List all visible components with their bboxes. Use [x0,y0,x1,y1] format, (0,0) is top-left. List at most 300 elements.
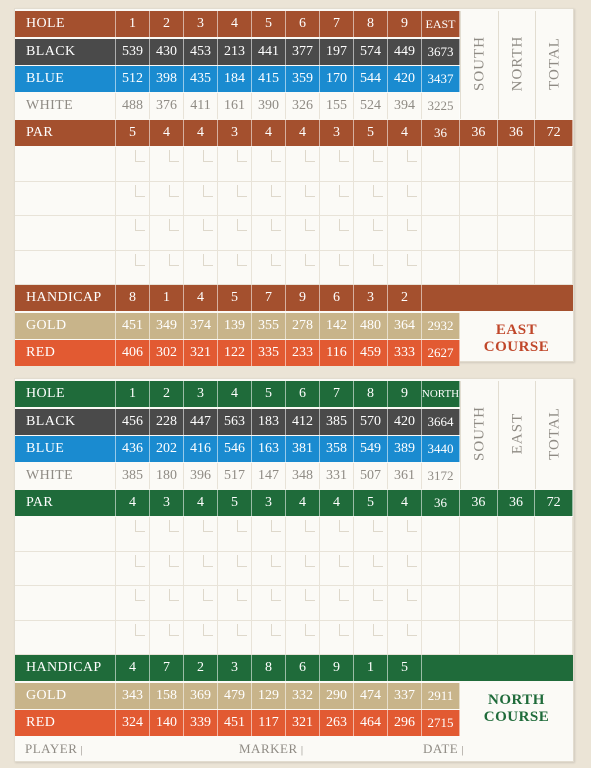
east-score-cell[interactable] [15,251,116,286]
east-hole-hole-5: 5 [252,11,286,37]
east-red-total: 2627 [422,340,460,366]
north-blue-hole-4: 546 [218,436,252,462]
north-red-hole-4: 451 [218,710,252,736]
north-score-box [135,520,145,532]
north-par-hole-7: 4 [320,490,354,516]
east-blue-hole-5: 415 [252,66,286,92]
east-score-cell[interactable] [320,251,354,286]
east-score-cell[interactable] [150,216,184,251]
east-handicap-hole-5: 7 [252,285,286,311]
north-score-box [169,589,179,601]
north-score-cell[interactable] [498,517,536,552]
east-score-cell[interactable] [15,182,116,217]
north-score-cell[interactable] [252,517,286,552]
east-red-hole-7: 116 [320,340,354,366]
east-score-cell[interactable] [354,251,388,286]
north-score-box [339,520,349,532]
north-score-cell[interactable] [354,586,388,621]
north-score-cell[interactable] [354,621,388,656]
north-white-hole-6: 348 [286,463,320,489]
east-par-hole-6: 4 [286,120,320,146]
east-side-label-2: NORTH [509,35,525,92]
north-score-cell[interactable] [286,621,320,656]
north-white-total: 3172 [422,463,460,489]
east-side-label-3: TOTAL [546,37,563,90]
east-score-box [237,185,247,197]
east-gold-row [15,313,460,339]
north-score-cell[interactable] [460,517,498,552]
north-score-box [407,555,417,567]
north-blue-total: 3440 [422,436,460,462]
north-par-label: PAR [15,490,116,516]
east-white-hole-9: 394 [388,93,422,119]
east-score-cell[interactable] [252,147,286,182]
east-red-hole-4: 122 [218,340,252,366]
north-score-box [169,520,179,532]
north-handicap-label: HANDICAP [15,655,116,681]
footer-player-separator: | [77,744,84,756]
east-score-cell[interactable] [320,147,354,182]
north-black-row [15,409,460,435]
north-course-name-line2: COURSE [483,709,550,725]
east-score-cell[interactable] [422,147,460,182]
north-score-cell[interactable] [388,517,422,552]
north-score-cell[interactable] [388,552,422,587]
east-score-cell[interactable] [218,147,252,182]
east-par-extra-3: 72 [535,120,573,146]
north-score-cell[interactable] [422,586,460,621]
north-gold-hole-8: 474 [354,683,388,709]
north-gold-row [15,683,460,709]
east-handicap-label: HANDICAP [15,285,116,311]
north-handicap-hole-6: 6 [286,655,320,681]
north-score-cell[interactable] [460,586,498,621]
east-score-cell[interactable] [252,251,286,286]
east-score-box [339,150,349,162]
east-score-cell[interactable] [218,216,252,251]
east-par-hole-8: 5 [354,120,388,146]
north-score-cell[interactable] [116,517,150,552]
north-score-cell[interactable] [535,517,573,552]
east-hole-hole-2: 2 [150,11,184,37]
north-score-cell[interactable] [218,621,252,656]
east-score-cell[interactable] [320,182,354,217]
north-handicap-hole-1: 4 [116,655,150,681]
north-red-row [15,710,460,736]
east-blue-hole-2: 398 [150,66,184,92]
east-score-cell[interactable] [388,182,422,217]
north-score-cell[interactable] [150,621,184,656]
east-hole-hole-4: 4 [218,11,252,37]
east-white-hole-8: 524 [354,93,388,119]
north-blue-hole-1: 436 [116,436,150,462]
east-score-box [271,219,281,231]
north-score-cell[interactable] [320,586,354,621]
east-blue-hole-3: 435 [184,66,218,92]
north-score-box [407,520,417,532]
north-score-cell[interactable] [498,586,536,621]
north-score-cell[interactable] [320,552,354,587]
east-side-col-3 [535,11,573,119]
east-score-cell[interactable] [460,147,498,182]
north-red-label: RED [15,710,116,736]
north-blue-hole-2: 202 [150,436,184,462]
east-score-cell[interactable] [422,251,460,286]
north-score-cell[interactable] [218,586,252,621]
north-white-hole-9: 361 [388,463,422,489]
east-black-label: BLACK [15,39,116,65]
north-white-label: WHITE [15,463,116,489]
north-red-hole-3: 339 [184,710,218,736]
east-score-cell[interactable] [150,251,184,286]
north-gold-total: 2911 [422,683,460,709]
east-score-cell[interactable] [498,147,536,182]
north-black-hole-7: 385 [320,409,354,435]
east-par-hole-1: 5 [116,120,150,146]
north-handicap-hole-2: 7 [150,655,184,681]
north-gold-hole-4: 479 [218,683,252,709]
north-score-cell[interactable] [388,586,422,621]
east-score-cell[interactable] [535,147,573,182]
east-score-cell[interactable] [286,147,320,182]
north-red-hole-6: 321 [286,710,320,736]
north-side-col-2 [498,381,536,489]
east-score-cell[interactable] [388,216,422,251]
east-red-hole-2: 302 [150,340,184,366]
north-course-name [460,692,573,726]
east-par-row [15,120,573,146]
north-red-hole-5: 117 [252,710,286,736]
east-score-cell[interactable] [460,251,498,286]
north-par-total: 36 [422,490,460,516]
east-score-cell[interactable] [252,182,286,217]
east-hole-row [15,11,460,37]
east-score-box [271,150,281,162]
east-gold-total: 2932 [422,313,460,339]
east-blue-label: BLUE [15,66,116,92]
north-score-cell[interactable] [354,517,388,552]
east-score-cell[interactable] [184,251,218,286]
north-hole-total: NORTH [422,381,460,407]
north-score-cell[interactable] [460,552,498,587]
east-side-labels [460,11,573,119]
north-black-hole-4: 563 [218,409,252,435]
north-white-hole-5: 147 [252,463,286,489]
north-score-box [339,589,349,601]
east-score-cell[interactable] [150,147,184,182]
footer-date-field[interactable] [423,741,464,757]
north-handicap-hole-3: 2 [184,655,218,681]
footer-player-field[interactable] [25,741,83,757]
north-score-box [407,589,417,601]
east-hole-hole-9: 9 [388,11,422,37]
east-score-box [373,219,383,231]
north-hole-hole-2: 2 [150,381,184,407]
east-hole-total: EAST [422,11,460,37]
north-score-cell[interactable] [184,621,218,656]
east-score-cell[interactable] [354,182,388,217]
east-handicap-hole-1: 8 [116,285,150,311]
north-side-label-1: SOUTH [471,406,488,462]
north-score-cell[interactable] [150,586,184,621]
north-white-hole-4: 517 [218,463,252,489]
north-score-cell[interactable] [252,586,286,621]
north-score-cell[interactable] [184,586,218,621]
east-score-box [169,150,179,162]
footer-marker-field[interactable] [239,741,304,757]
east-red-hole-3: 321 [184,340,218,366]
north-hole-hole-7: 7 [320,381,354,407]
east-score-box [169,254,179,266]
east-score-box [203,150,213,162]
north-score-cell[interactable] [15,621,116,656]
east-score-cell[interactable] [535,251,573,286]
east-side-col-1 [460,11,498,119]
north-score-cell[interactable] [320,621,354,656]
east-score-box [373,254,383,266]
north-par-extra-3: 72 [535,490,573,516]
east-score-cell[interactable] [184,216,218,251]
east-score-cell[interactable] [15,147,116,182]
north-hole-label: HOLE [15,381,116,407]
north-score-cell[interactable] [150,517,184,552]
north-score-cell[interactable] [320,517,354,552]
east-par-extra-2: 36 [498,120,536,146]
east-white-hole-7: 155 [320,93,354,119]
north-score-box [135,555,145,567]
north-black-hole-1: 456 [116,409,150,435]
east-score-cell[interactable] [535,182,573,217]
north-red-hole-1: 324 [116,710,150,736]
north-handicap-hole-7: 9 [320,655,354,681]
east-white-label: WHITE [15,93,116,119]
east-white-hole-3: 411 [184,93,218,119]
east-score-cell[interactable] [218,251,252,286]
east-black-hole-3: 453 [184,39,218,65]
east-score-box [305,254,315,266]
east-black-hole-2: 430 [150,39,184,65]
north-par-extra-2: 36 [498,490,536,516]
north-score-box [373,624,383,636]
north-score-cell[interactable] [184,552,218,587]
east-score-cell[interactable] [15,216,116,251]
north-red-hole-2: 140 [150,710,184,736]
north-gold-hole-5: 129 [252,683,286,709]
north-par-hole-1: 4 [116,490,150,516]
east-score-cell[interactable] [460,216,498,251]
east-par-hole-2: 4 [150,120,184,146]
east-score-cell[interactable] [286,251,320,286]
east-blue-hole-8: 544 [354,66,388,92]
east-score-cell[interactable] [116,251,150,286]
east-gold-hole-2: 349 [150,313,184,339]
north-score-cell[interactable] [218,517,252,552]
north-score-cell[interactable] [422,517,460,552]
east-blue-hole-4: 184 [218,66,252,92]
east-score-cell[interactable] [422,182,460,217]
north-score-cell[interactable] [498,552,536,587]
north-gold-hole-7: 290 [320,683,354,709]
east-handicap-hole-3: 4 [184,285,218,311]
east-score-cell[interactable] [320,216,354,251]
east-red-label: RED [15,340,116,366]
north-black-hole-6: 412 [286,409,320,435]
east-score-cell[interactable] [460,182,498,217]
east-red-row [15,340,460,366]
east-gold-hole-5: 355 [252,313,286,339]
north-gold-hole-9: 337 [388,683,422,709]
north-score-cell[interactable] [116,586,150,621]
north-hole-row [15,381,460,407]
north-score-cell[interactable] [15,586,116,621]
north-score-cell[interactable] [535,621,573,656]
east-score-box [135,185,145,197]
east-black-row [15,39,460,65]
north-score-cell[interactable] [218,552,252,587]
footer-player-label: PLAYER [25,741,78,756]
east-score-box [203,185,213,197]
north-score-box [237,624,247,636]
north-score-cell[interactable] [116,621,150,656]
east-score-box [407,219,417,231]
east-score-box [305,150,315,162]
north-par-row [15,490,573,516]
east-score-cell[interactable] [388,147,422,182]
east-gold-hole-6: 278 [286,313,320,339]
east-score-cell[interactable] [286,216,320,251]
east-score-cell[interactable] [218,182,252,217]
east-score-cell[interactable] [388,251,422,286]
north-score-cell[interactable] [184,517,218,552]
north-score-cell[interactable] [150,552,184,587]
north-white-hole-2: 180 [150,463,184,489]
north-score-box [271,520,281,532]
north-hole-hole-4: 4 [218,381,252,407]
north-par-hole-3: 4 [184,490,218,516]
east-score-cell[interactable] [116,216,150,251]
east-score-cell[interactable] [286,182,320,217]
north-score-box [237,589,247,601]
north-side-label-2: EAST [509,412,525,455]
north-par-extra-1: 36 [460,490,498,516]
north-red-hole-9: 296 [388,710,422,736]
north-black-hole-3: 447 [184,409,218,435]
north-red-total: 2715 [422,710,460,736]
east-score-cell[interactable] [498,182,536,217]
north-side-labels [460,381,573,489]
east-par-hole-9: 4 [388,120,422,146]
east-score-cell[interactable] [252,216,286,251]
north-score-box [169,555,179,567]
north-score-box [373,589,383,601]
east-score-box [169,185,179,197]
north-score-cell[interactable] [388,621,422,656]
east-score-box [407,254,417,266]
east-course-scorecard [14,8,574,362]
east-score-cell[interactable] [184,182,218,217]
north-gold-hole-1: 343 [116,683,150,709]
north-score-box [305,520,315,532]
east-red-hole-9: 333 [388,340,422,366]
north-score-cell[interactable] [498,621,536,656]
east-par-hole-5: 4 [252,120,286,146]
north-score-box [271,589,281,601]
north-white-hole-8: 507 [354,463,388,489]
north-side-col-3 [535,381,573,489]
north-score-box [237,555,247,567]
north-score-cell[interactable] [15,517,116,552]
north-score-grid[interactable] [15,517,573,655]
east-score-cell[interactable] [498,216,536,251]
east-score-cell[interactable] [354,147,388,182]
east-black-hole-7: 197 [320,39,354,65]
north-par-hole-6: 4 [286,490,320,516]
north-score-cell[interactable] [252,621,286,656]
north-score-cell[interactable] [15,552,116,587]
east-handicap-hole-8: 3 [354,285,388,311]
east-score-box [339,254,349,266]
east-score-grid[interactable] [15,147,573,285]
north-score-cell[interactable] [286,586,320,621]
north-score-cell[interactable] [422,552,460,587]
north-score-cell[interactable] [286,552,320,587]
east-gold-label: GOLD [15,313,116,339]
north-score-box [203,520,213,532]
north-score-box [203,589,213,601]
north-score-cell[interactable] [535,586,573,621]
north-score-box [169,624,179,636]
east-hole-hole-8: 8 [354,11,388,37]
north-gold-hole-6: 332 [286,683,320,709]
east-handicap-hole-7: 6 [320,285,354,311]
east-score-cell[interactable] [116,147,150,182]
east-score-cell[interactable] [498,251,536,286]
north-score-cell[interactable] [535,552,573,587]
north-hole-hole-8: 8 [354,381,388,407]
north-par-hole-4: 5 [218,490,252,516]
north-score-box [203,624,213,636]
north-score-cell[interactable] [460,621,498,656]
north-hole-hole-9: 9 [388,381,422,407]
north-score-cell[interactable] [116,552,150,587]
east-side-col-2 [498,11,536,119]
east-score-cell[interactable] [150,182,184,217]
north-score-cell[interactable] [252,552,286,587]
east-score-cell[interactable] [354,216,388,251]
east-score-cell[interactable] [422,216,460,251]
east-par-label: PAR [15,120,116,146]
north-white-hole-1: 385 [116,463,150,489]
east-score-cell[interactable] [184,147,218,182]
east-blue-hole-6: 359 [286,66,320,92]
north-course-scorecard [14,378,574,762]
north-hole-hole-5: 5 [252,381,286,407]
east-score-cell[interactable] [535,216,573,251]
east-white-hole-4: 161 [218,93,252,119]
east-score-box [339,185,349,197]
east-black-hole-8: 574 [354,39,388,65]
east-white-hole-5: 390 [252,93,286,119]
north-score-box [237,520,247,532]
north-score-cell[interactable] [354,552,388,587]
east-hole-hole-1: 1 [116,11,150,37]
north-score-cell[interactable] [286,517,320,552]
north-score-box [305,589,315,601]
east-black-hole-6: 377 [286,39,320,65]
north-score-cell[interactable] [422,621,460,656]
east-score-cell[interactable] [116,182,150,217]
east-gold-hole-8: 480 [354,313,388,339]
